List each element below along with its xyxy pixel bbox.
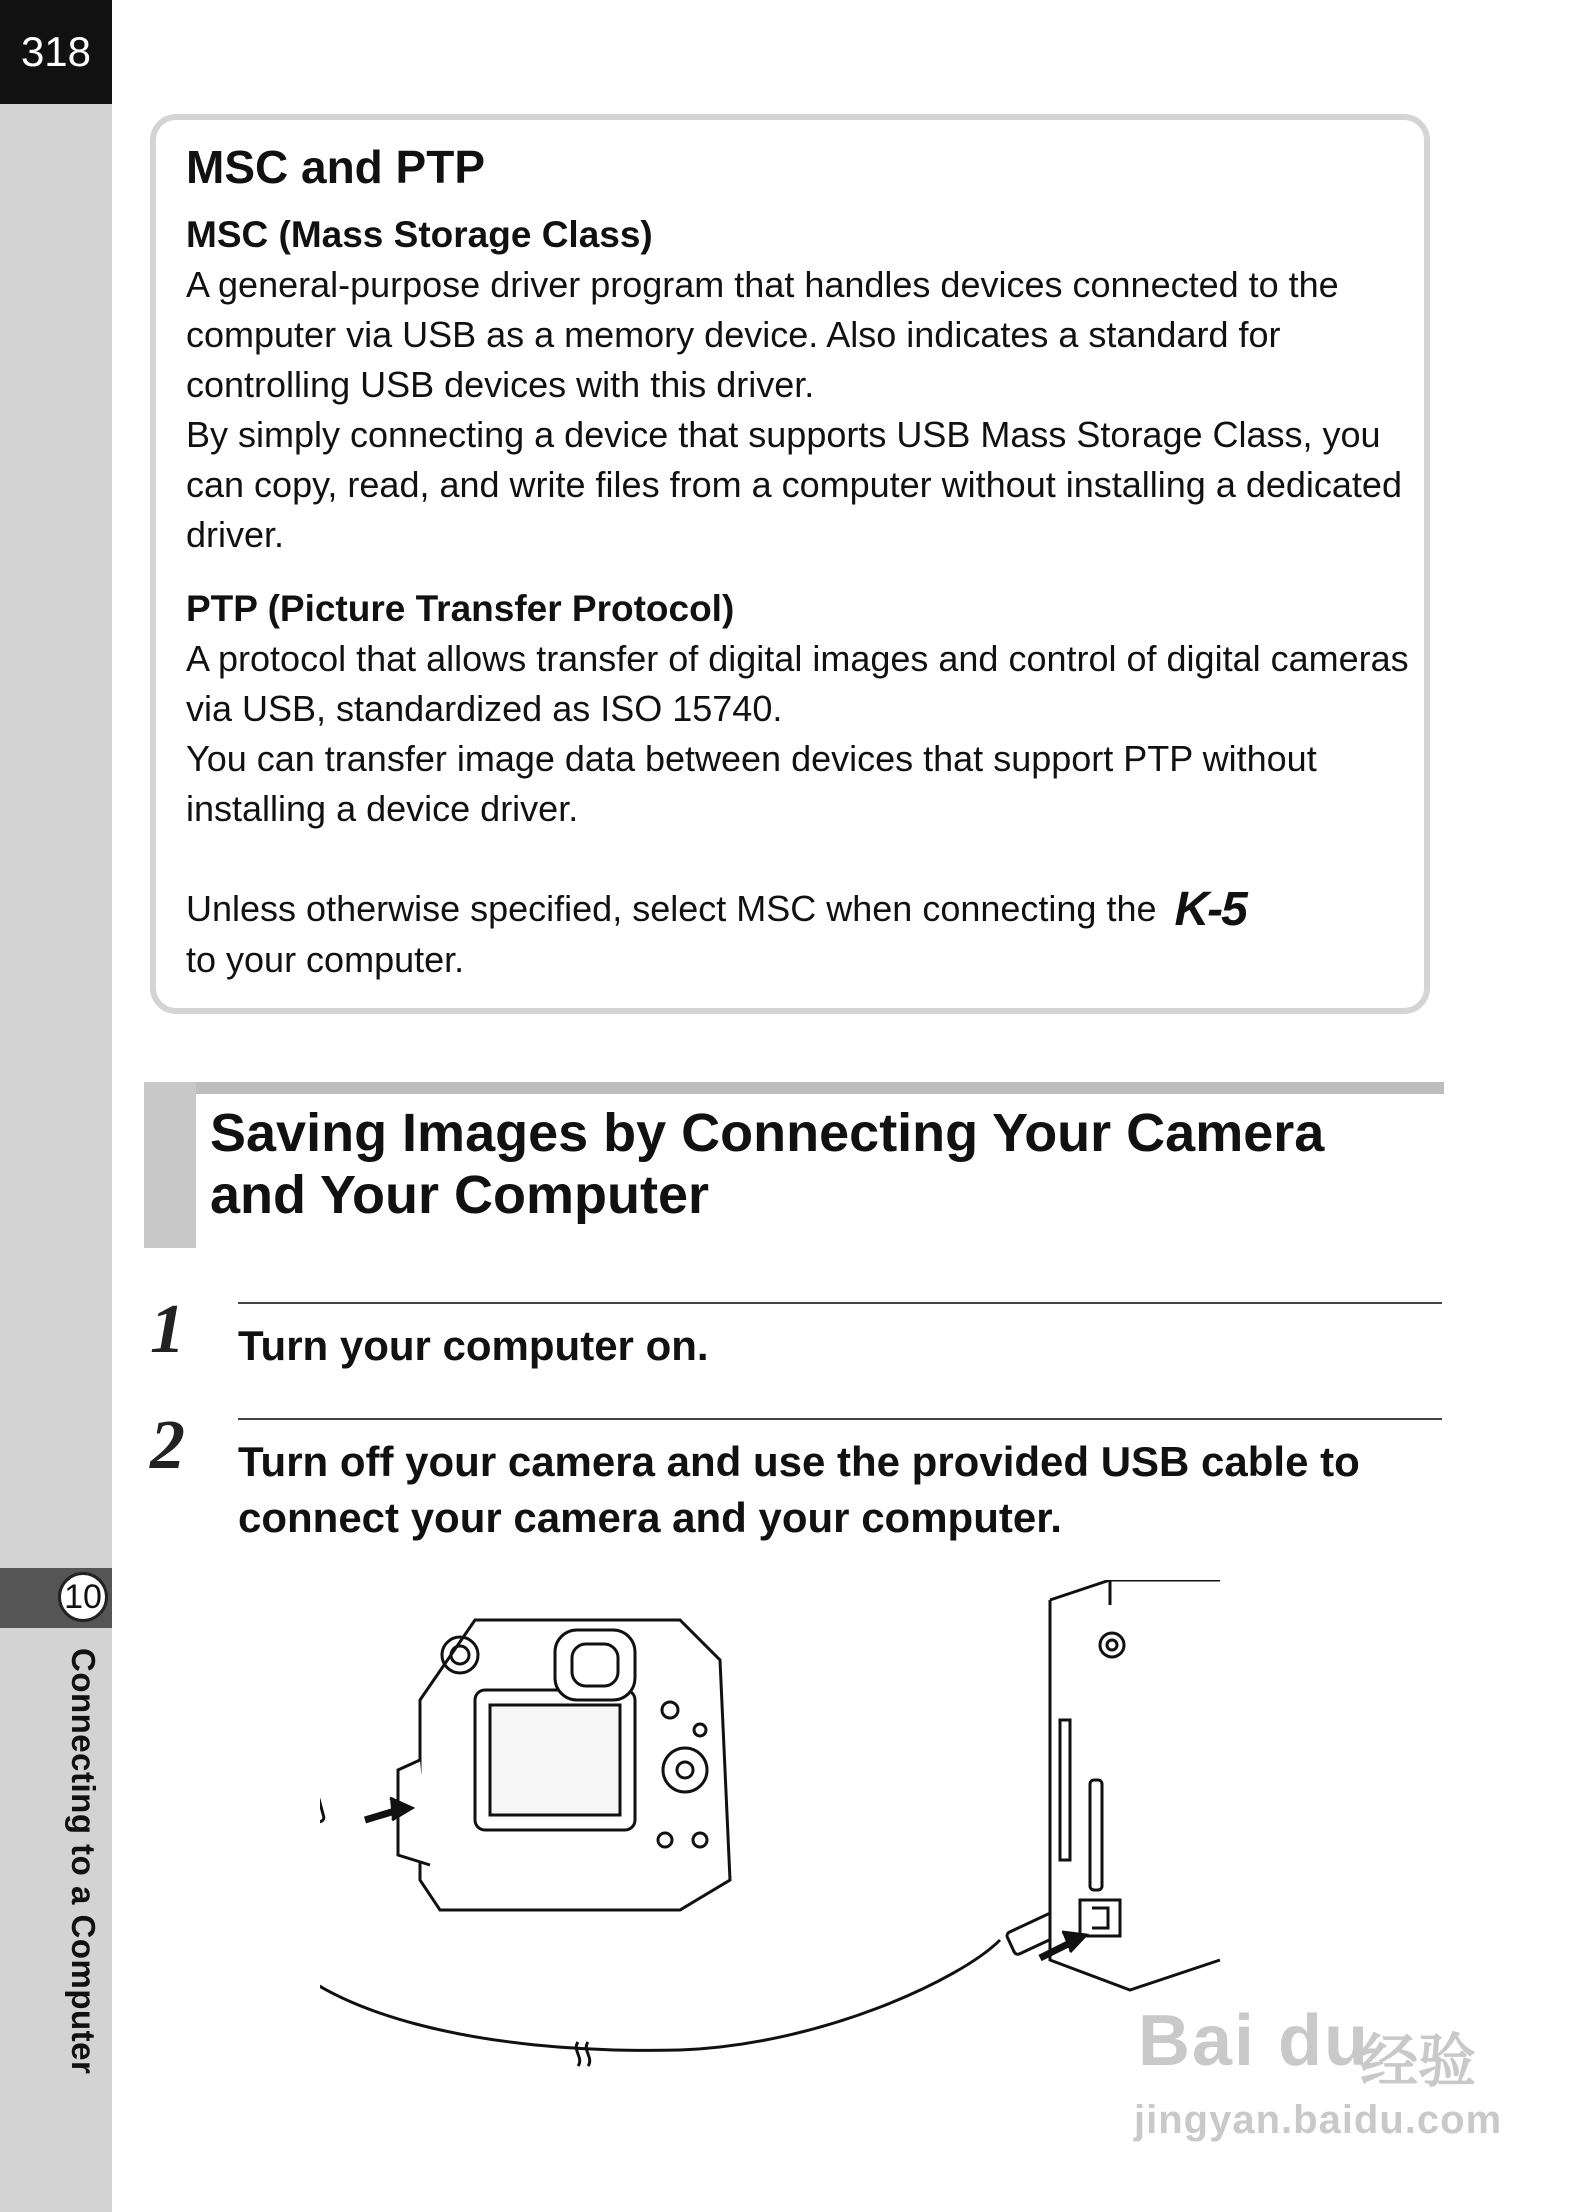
chapter-title: Connecting to a Computer xyxy=(65,1648,102,2075)
step-number: 1 xyxy=(150,1291,185,1368)
ptp-heading: PTP (Picture Transfer Protocol) xyxy=(186,588,735,629)
step-divider xyxy=(238,1302,1442,1304)
step-divider xyxy=(238,1418,1442,1420)
watermark-url: jingyan.baidu.com xyxy=(1134,2098,1503,2142)
camera-drawing xyxy=(365,1620,730,1910)
computer-tower-drawing xyxy=(1040,1580,1220,1990)
section-bar-line xyxy=(144,1082,1444,1094)
watermark-main: Bai du xyxy=(1138,2001,1371,2081)
step-text: Turn your computer on. xyxy=(238,1322,709,1369)
ptp-text-1: A protocol that allows transfer of digital images and control of digital cameras via USB, standardized as ISO 15740. xyxy=(186,638,1409,729)
section-bar-block xyxy=(144,1082,196,1248)
msc-text-2: By simply connecting a device that supports USB Mass Storage Class, you can copy, read, and write files from a computer without installing a dedicated driver. xyxy=(186,414,1402,555)
step-number: 2 xyxy=(150,1407,185,1484)
chapter-number: 10 xyxy=(58,1572,108,1622)
watermark-chinese: 经验 xyxy=(1360,2029,1477,2094)
baidu-watermark xyxy=(1120,1990,1520,2150)
page-number: 318 xyxy=(0,0,112,104)
info-note-end: to your computer. xyxy=(186,939,465,980)
info-box-title: MSC and PTP xyxy=(186,141,486,193)
info-note xyxy=(186,884,1416,985)
info-note-text: Unless otherwise specified, select MSC when connecting the xyxy=(186,888,1157,929)
msc-text-1: A general-purpose driver program that handles devices connected to the computer via USB as a memory device. Also indicates a standard for controlling USB devices with this driver. xyxy=(186,264,1339,405)
ptp-text-2: You can transfer image data between devices that support PTP without installing a device driver. xyxy=(186,738,1317,829)
section-title: Saving Images by Connecting Your Camera and Your Computer xyxy=(210,1103,1325,1225)
step-text: Turn off your camera and use the provided USB cable to connect your camera and your computer. xyxy=(238,1438,1360,1541)
k5-logo: K-5 xyxy=(1174,883,1246,936)
msc-heading: MSC (Mass Storage Class) xyxy=(186,214,653,255)
